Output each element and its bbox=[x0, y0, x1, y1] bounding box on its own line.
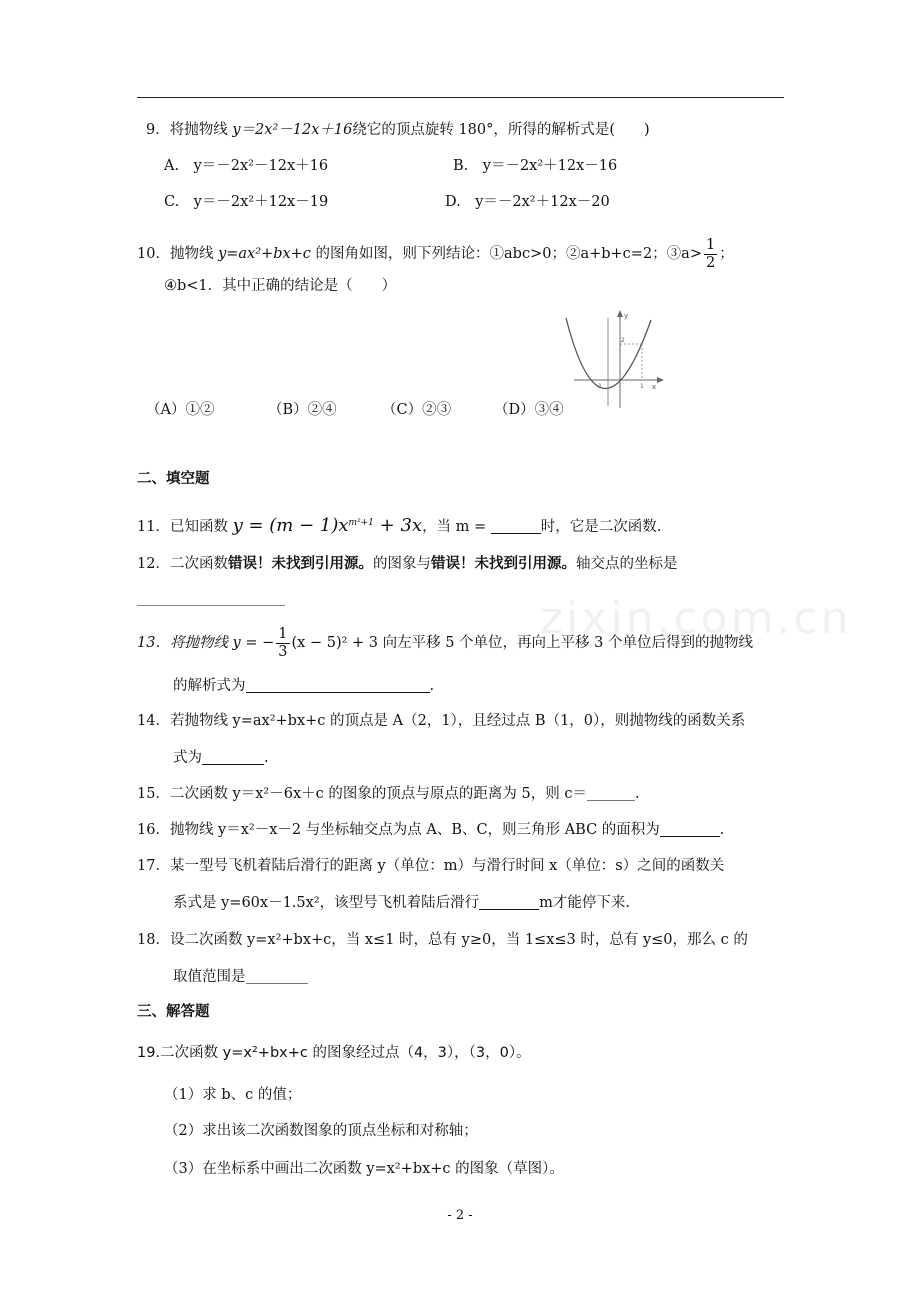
q12-error-ref-2: 错误！未找到引用源。 bbox=[430, 555, 576, 572]
q17-line2: 系式是 y=60x－1.5x²，该型号飞机着陆后滑行 m才能停下来. bbox=[173, 895, 630, 911]
q9-option-c: C. y＝－2x²＋12x－19 bbox=[164, 194, 329, 210]
page-number: - 2 - bbox=[447, 1208, 473, 1223]
q10-parabola-graph bbox=[560, 308, 670, 412]
q13-line1: 13．将抛物线 y = − $\frac{1}{3}$ (x − 5)² + 3 向左平移 5 个单位，再向上平移 3 个单位后得到的抛物线 bbox=[137, 625, 754, 660]
q9-stem-b: 绕它的顶点旋转 180°，所得的解析式是( ) bbox=[352, 122, 650, 138]
q19-part1: （1）求 b、c 的值； bbox=[164, 1087, 302, 1103]
q18-answer-blank bbox=[246, 969, 308, 984]
q9-option-d: D. y＝－2x²＋12x－20 bbox=[445, 194, 610, 210]
watermark: zixin.com.cn bbox=[540, 593, 852, 644]
q9-stem-a: 9．将抛物线 bbox=[146, 122, 233, 138]
q17-answer-blank bbox=[479, 895, 539, 910]
q9-equation: y＝2x²－12x＋16 bbox=[232, 122, 353, 138]
q9-stem bbox=[146, 120, 650, 140]
q17-line1: 17．某一型号飞机着陆后滑行的距离 y（单位：m）与滑行时间 x（单位：s）之间的函数关 bbox=[137, 858, 725, 874]
graph-tick-2: 2 bbox=[621, 337, 625, 344]
graph-tick-neg1: -1 bbox=[596, 383, 602, 390]
q10-option-a: （A）①② bbox=[146, 402, 215, 418]
q13-answer-blank bbox=[246, 678, 430, 693]
graph-y-arrow bbox=[617, 310, 623, 317]
q10-fraction: $\frac{1}{2}$ bbox=[705, 236, 716, 271]
q12: 12．二次函数错误！未找到引用源。的图象与错误！未找到引用源。轴交点的坐标是 bbox=[137, 555, 678, 572]
q14-line1: 14．若抛物线 y=ax²+bx+c 的顶点是 A（2，1），且经过点 B（1，0），则抛物线的函数关系 bbox=[137, 713, 746, 729]
q9-option-a: A. y＝－2x²－12x＋16 bbox=[164, 158, 329, 174]
q18-line1: 18．设二次函数 y=x²+bx+c，当 x≤1 时，总有 y≥0，当 1≤x≤3 时，总有 y≤0，那么 c 的 bbox=[137, 932, 748, 948]
q9-option-b: B. y＝－2x²＋12x－16 bbox=[453, 158, 618, 174]
q19-stem: 19.二次函数 y=x²+bx+c 的图象经过点（4，3），（3，0）。 bbox=[137, 1045, 531, 1061]
graph-y-label: y bbox=[624, 312, 629, 320]
q11-equation: y = (m − 1)x bbox=[232, 515, 349, 536]
q12-answer-line bbox=[137, 605, 285, 606]
q10-stem-c: ； bbox=[719, 246, 734, 262]
section-solve-title: 三、解答题 bbox=[137, 1004, 210, 1020]
graph-x-label: x bbox=[652, 383, 657, 391]
q14-answer-blank bbox=[202, 750, 264, 765]
q10-option-d: （D）③④ bbox=[494, 402, 564, 418]
q11-answer-blank bbox=[491, 519, 541, 534]
q13-line2: 的解析式为 . bbox=[173, 678, 435, 694]
q10-option-c: （C）②③ bbox=[382, 402, 452, 418]
graph-tick-1: 1 bbox=[640, 383, 644, 390]
q10-stem-b: 的图角如图，则下列结论：①abc>0；②a+b+c=2；③a> bbox=[310, 246, 702, 262]
q15-answer-blank bbox=[587, 786, 635, 801]
q11-exponent: m²+1 bbox=[348, 518, 374, 528]
section-fill-in-title: 二、填空题 bbox=[137, 471, 210, 487]
q11: 11．已知函数 $y = (m - 1)x^{m^2+1} + 3x$，当 m = 时，它是二次函数. bbox=[137, 515, 662, 536]
header-rule bbox=[137, 97, 784, 98]
q16-answer-blank bbox=[660, 822, 720, 837]
q14-line2: 式为 . bbox=[173, 750, 269, 766]
q19-part3: （3）在坐标系中画出二次函数 y=x²+bx+c 的图象（草图）。 bbox=[164, 1161, 564, 1177]
q10-line2: ④b<1．其中正确的结论是（ ） bbox=[164, 278, 397, 294]
q10-equation: y=ax²+bx+c bbox=[218, 246, 311, 262]
q16: 16．抛物线 y＝x²－x－2 与坐标轴交点为点 A、B、C，则三角形 ABC 的面积为 . bbox=[137, 822, 725, 838]
graph-x-arrow bbox=[657, 377, 664, 383]
q18-line2: 取值范围是 bbox=[173, 967, 308, 987]
q10-stem-a: 10．抛物线 bbox=[137, 246, 219, 262]
q10-option-b: （B）②④ bbox=[268, 402, 337, 418]
graph-parabola-curve bbox=[566, 318, 651, 389]
q15: 15．二次函数 y＝x²－6x＋c 的图象的顶点与原点的距离为 5，则 c＝ . bbox=[137, 786, 640, 802]
q13-fraction: $\frac{1}{3}$ bbox=[278, 625, 288, 660]
q10-stem bbox=[137, 236, 734, 272]
q12-error-ref-1: 错误！未找到引用源。 bbox=[227, 555, 373, 572]
q19-part2: （2）求出该二次函数图象的顶点坐标和对称轴； bbox=[164, 1123, 478, 1139]
